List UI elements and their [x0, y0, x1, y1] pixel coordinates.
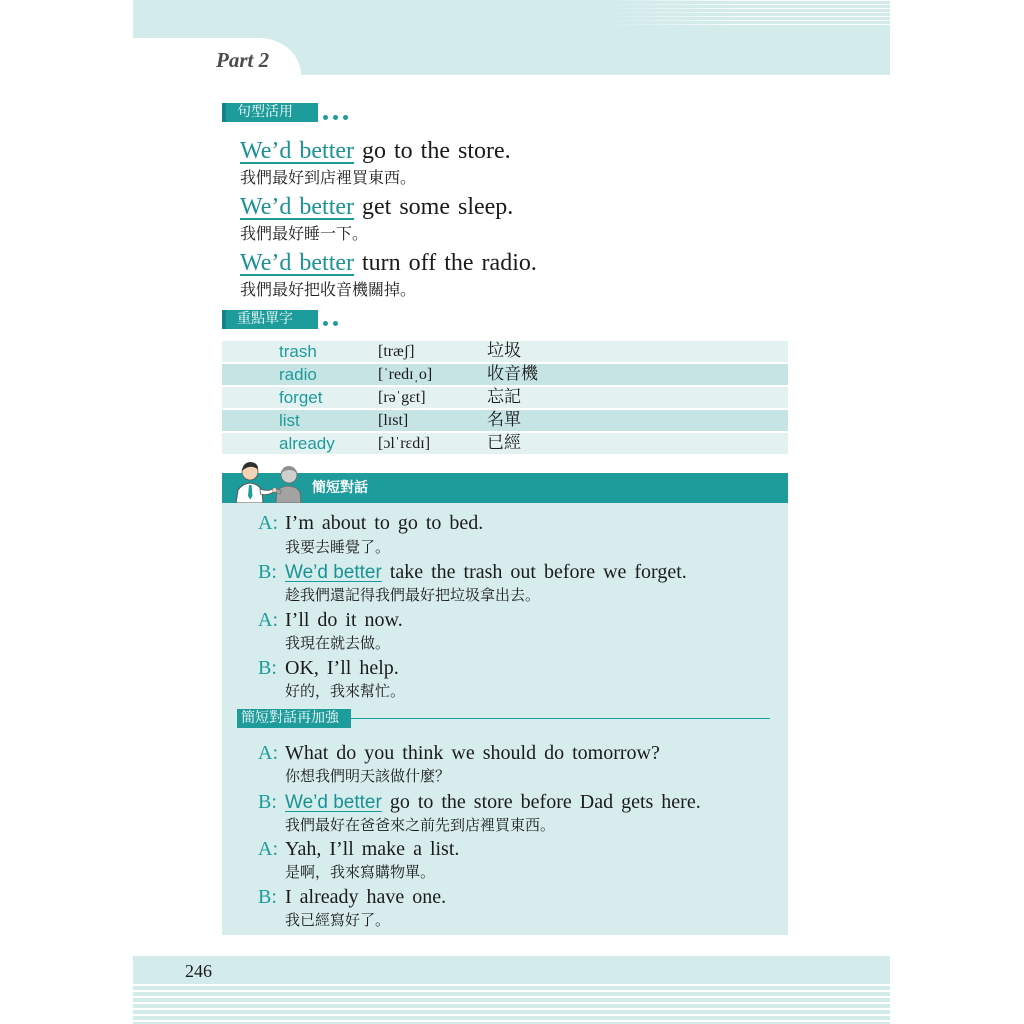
dialogue-translation: 趁我們還記得我們最好把垃圾拿出去。	[285, 586, 541, 604]
dialogue-text: Yah, I’ll make a list.	[285, 838, 460, 860]
dialogue-title: 簡短對話	[312, 480, 368, 496]
footer-stripes	[133, 984, 890, 1024]
vocab-ipa: [træʃ]	[378, 343, 415, 360]
vocab-meaning: 已經	[487, 433, 521, 453]
dialogue-line	[258, 837, 459, 861]
vocab-word: trash	[279, 342, 317, 361]
vocab-meaning: 名單	[487, 410, 521, 430]
speaker-label: A:	[258, 512, 278, 534]
pattern-sentence	[240, 137, 511, 165]
dialogue-translation: 是啊，我來寫購物單。	[285, 863, 436, 881]
dialogue-translation: 我們最好在爸爸來之前先到店裡買東西。	[285, 816, 556, 834]
dialogue-translation: 我要去睡覺了。	[285, 538, 391, 556]
dialogue-line	[258, 741, 660, 765]
pattern-translation: 我們最好睡一下。	[240, 224, 369, 243]
dialogue-text: OK, I’ll help.	[285, 657, 399, 679]
vocab-word: radio	[279, 365, 317, 384]
dialogue-header-bar	[222, 473, 788, 503]
vocab-ipa: [rəˈgɛt]	[378, 389, 426, 406]
vocab-meaning: 垃圾	[487, 341, 521, 361]
dialogue-translation: 好的，我來幫忙。	[285, 682, 406, 700]
dialogue-line	[258, 656, 399, 680]
vocab-meaning: 忘記	[487, 387, 521, 407]
vocab-meaning: 收音機	[487, 364, 538, 384]
vocab-ipa: [ɔlˈrɛdɪ]	[378, 435, 431, 452]
vocab-row	[222, 410, 788, 431]
key-phrase: We’d better	[240, 250, 355, 276]
dialogue-line	[258, 560, 687, 585]
page-number: 246	[185, 961, 212, 981]
speaker-label: B:	[258, 791, 277, 813]
vocab-row	[222, 433, 788, 454]
section-label-sentence-patterns: 句型活用	[222, 103, 318, 122]
sentence-rest: go to the store.	[362, 138, 511, 164]
key-phrase: We’d better	[285, 562, 382, 583]
vocab-row	[222, 341, 788, 362]
speaker-label: A:	[258, 742, 278, 764]
speaker-label: B:	[258, 561, 277, 583]
two-people-talking-icon	[232, 456, 306, 503]
speaker-label: B:	[258, 657, 277, 679]
speaker-label: A:	[258, 838, 278, 860]
part-label: Part 2	[216, 48, 270, 72]
vocab-ipa: [ˈredɪˌo]	[378, 366, 433, 383]
vocab-row	[222, 387, 788, 408]
vocab-ipa: [lɪst]	[378, 412, 409, 429]
dialogue-translation: 我已經寫好了。	[285, 911, 391, 929]
dialogue-text: go to the store before Dad gets here.	[389, 791, 701, 813]
vocab-word: forget	[279, 388, 323, 407]
dialogue-text: I already have one.	[285, 886, 447, 908]
dots-icon	[318, 321, 338, 327]
dialogue-translation: 我現在就去做。	[285, 634, 391, 652]
pattern-translation: 我們最好到店裡買東西。	[240, 168, 417, 187]
divider-line	[351, 718, 770, 719]
dialogue-text: What do you think we should do tomorrow?	[285, 742, 660, 764]
key-phrase: We’d better	[240, 138, 355, 164]
speaker-label: B:	[258, 886, 277, 908]
dialogue-line	[258, 608, 403, 632]
key-phrase: We’d better	[240, 194, 355, 220]
pattern-sentence	[240, 249, 537, 277]
section-label-dialogue-extra: 簡短對話再加強	[237, 709, 351, 728]
sentence-rest: get some sleep.	[362, 194, 514, 220]
vocab-word: list	[279, 411, 300, 430]
dialogue-translation: 你想我們明天該做什麼？	[285, 767, 451, 785]
vocab-word: already	[279, 434, 335, 453]
dialogue-text: take the trash out before we forget.	[389, 561, 687, 583]
section-label-vocabulary: 重點單字	[222, 310, 318, 329]
dialogue-line	[258, 511, 483, 535]
sentence-rest: turn off the radio.	[362, 250, 537, 276]
dialogue-text: I’ll do it now.	[285, 609, 403, 631]
pattern-sentence	[240, 193, 513, 221]
dialogue-line	[258, 790, 701, 815]
header-stripes	[600, 0, 890, 27]
speaker-label: A:	[258, 609, 278, 631]
dots-icon	[318, 115, 348, 121]
pattern-translation: 我們最好把收音機關掉。	[240, 280, 417, 299]
dialogue-text: I’m about to go to bed.	[285, 512, 484, 534]
key-phrase: We’d better	[285, 792, 382, 813]
vocab-row	[222, 364, 788, 385]
dialogue-line	[258, 885, 446, 909]
